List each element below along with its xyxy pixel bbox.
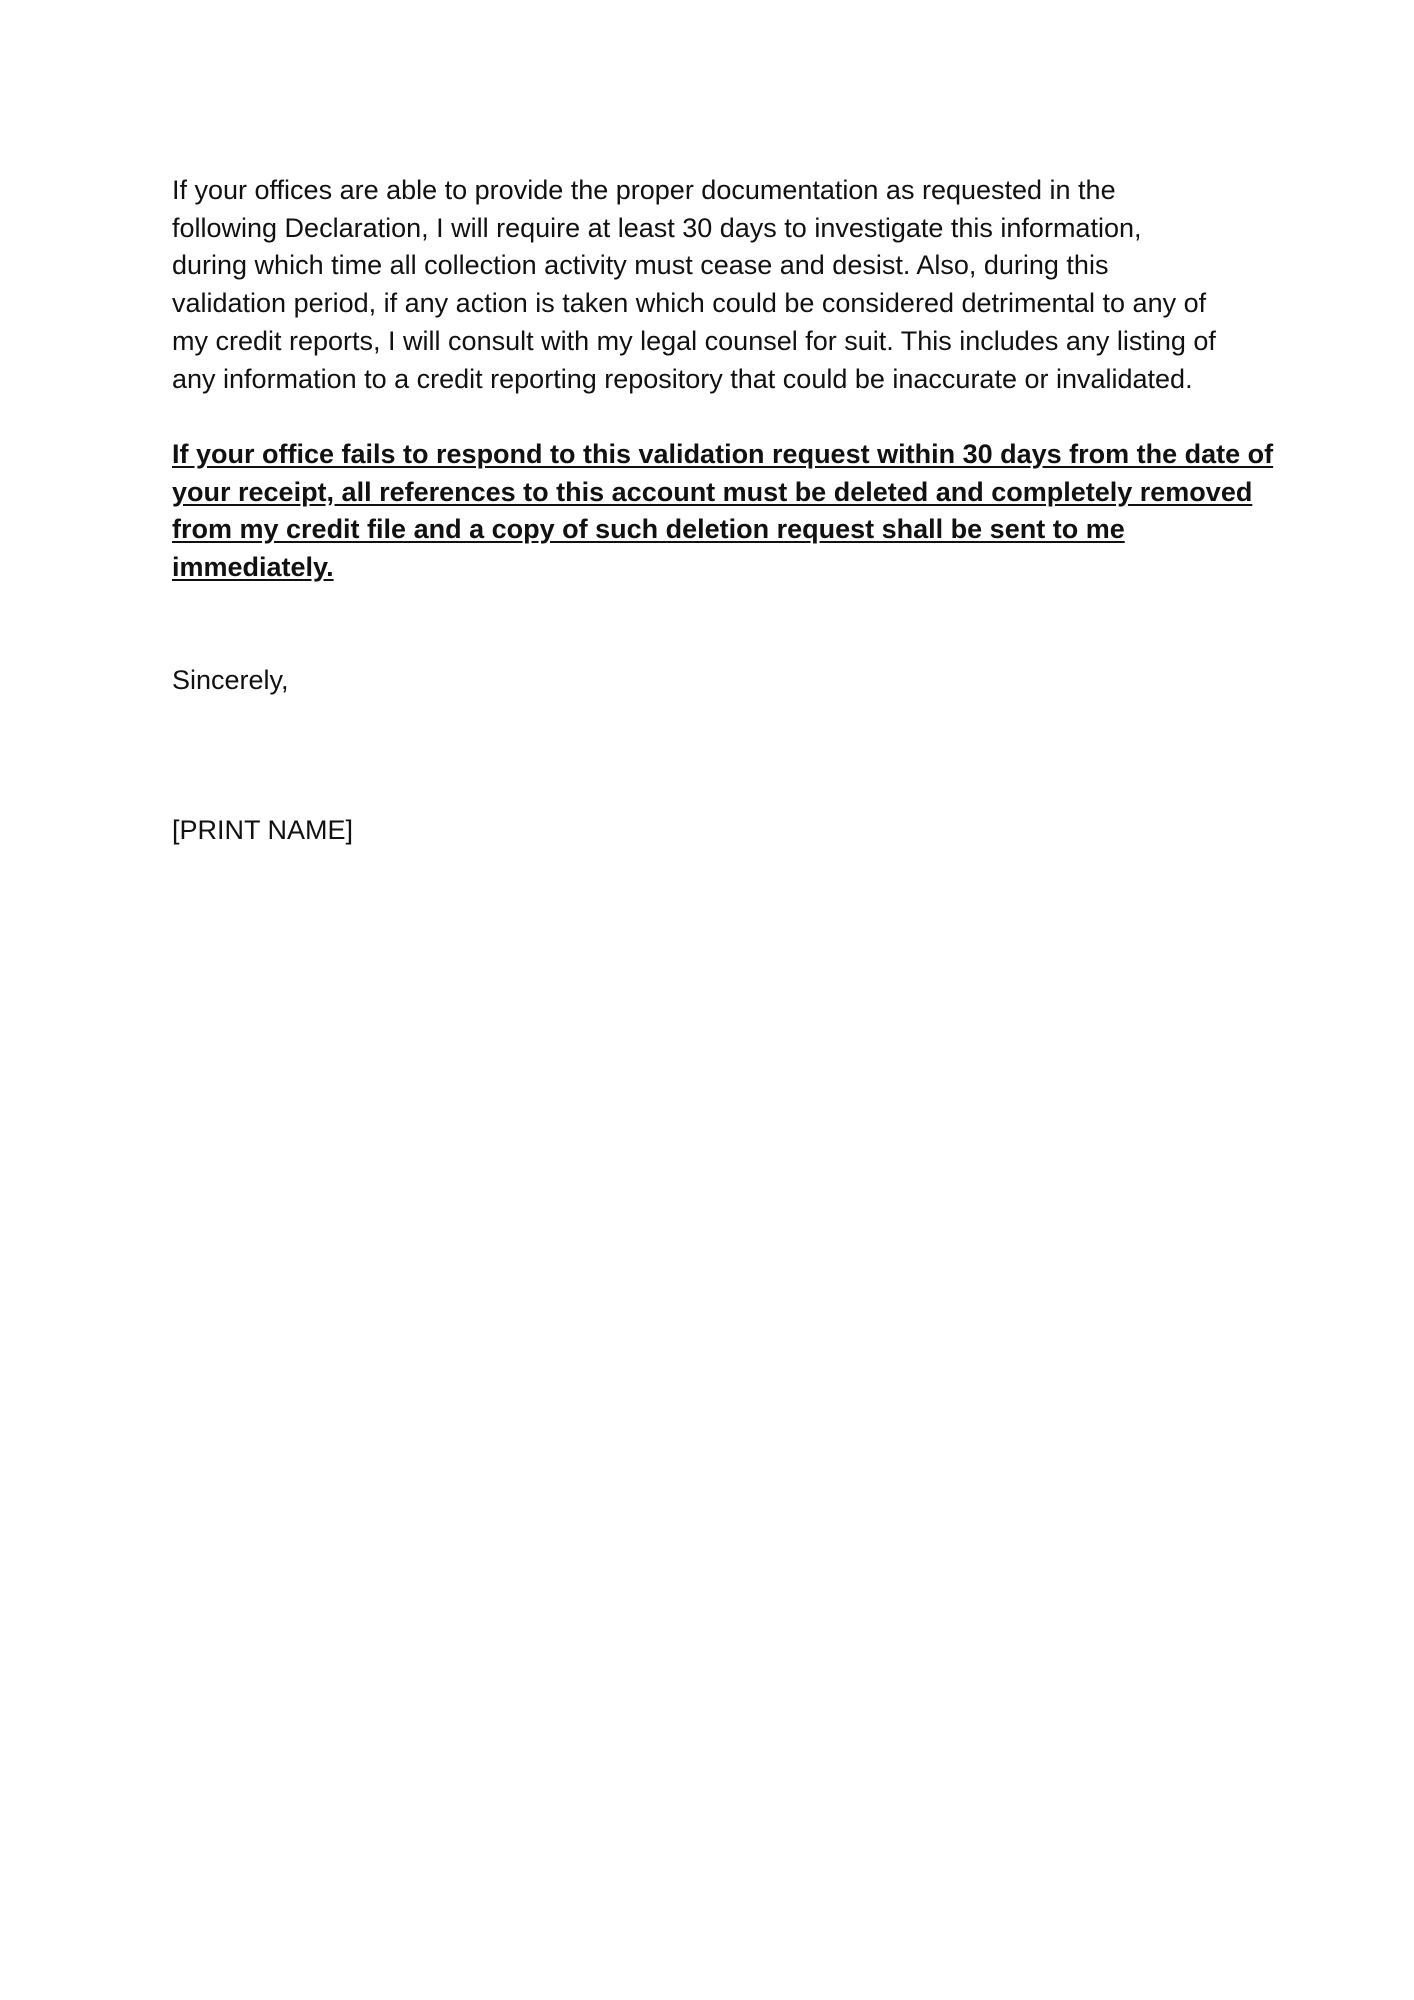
paragraph-line: immediately. <box>172 552 334 583</box>
paragraph-line: from my credit file and a copy of such deletion request shall be sent to me <box>172 514 1125 545</box>
paragraph-line: following Declaration, I will require at least 30 days to investigate this information, <box>172 212 1142 243</box>
letter-body <box>172 172 1274 850</box>
closing-salutation: Sincerely, <box>172 664 289 695</box>
paragraph-line: your receipt, all references to this account must be deleted and completely removed <box>172 476 1253 507</box>
validation-period-paragraph <box>172 172 1216 398</box>
paragraph-line: If your offices are able to provide the proper documentation as requested in the <box>172 175 1116 205</box>
deletion-demand-paragraph <box>172 436 1274 587</box>
paragraph-line: during which time all collection activity must cease and desist. Also, during this <box>172 250 1109 281</box>
paragraph-line: validation period, if any action is taken which could be considered detrimental to any of <box>172 288 1207 319</box>
paragraph-line: If your office fails to respond to this validation request within 30 days from the date of <box>172 438 1274 469</box>
paragraph-line: any information to a credit reporting repository that could be inaccurate or invalidated. <box>172 363 1193 394</box>
paragraph-line: my credit reports, I will consult with my legal counsel for suit. This includes any listing of <box>172 325 1216 356</box>
print-name-placeholder: [PRINT NAME] <box>172 815 354 846</box>
